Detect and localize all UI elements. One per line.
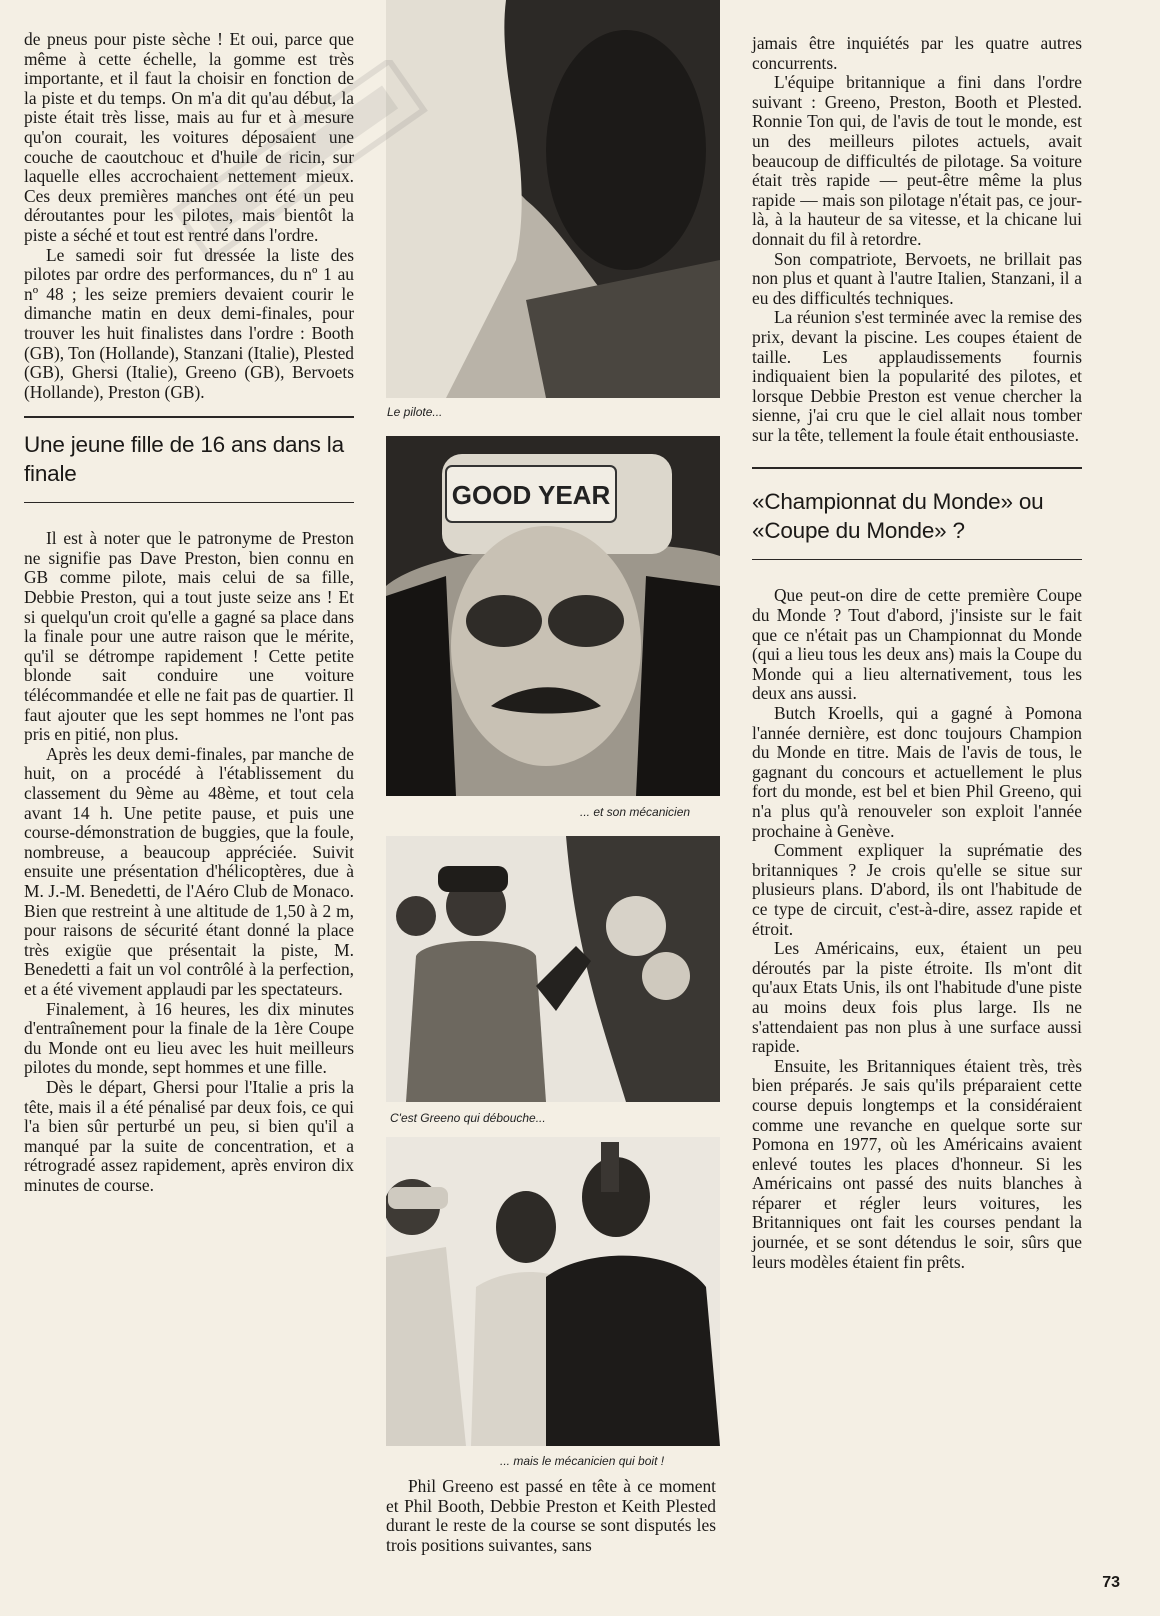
section-divider <box>752 467 1082 469</box>
goodyear-cap-logo: GOOD YEAR <box>451 480 611 510</box>
photo-mechanic-drinks <box>386 1137 720 1446</box>
photo-caption: C'est Greeno qui débouche... <box>390 1111 546 1125</box>
paragraph: Ensuite, les Britanniques étaient très, très bien préparés. Je sais qu'ils préparaient cette course depuis longtemps et la considéraient comme une revanche en quelque sorte sur Pomona en 1977, où les Américains avaient enlevé toutes les places d'honneur. Si les Américains ont passé des nuits blanches à réparer et régler leurs voitures, les Britanniques ont fait les courses pendant la journée, et se sont détendus le soir, sûrs que leurs modèles étaient fin prêts. <box>752 1055 1082 1272</box>
paragraph: Son compatriote, Bervoets, ne brillait pas non plus et quant à l'autre Italien, Stanzani, il a eu des difficultés techniques. <box>752 248 1082 308</box>
page-number: 73 <box>1102 1574 1120 1591</box>
paragraph: Dès le départ, Ghersi pour l'Italie a pris la tête, mais il a été pénalisé par deux fois, ce qui l'a bien sûr perturbé un peu, si bien qu'il a manqué par la suite de concentration, et a rétrogradé assez rapidement, après environ dix minutes de course. <box>24 1076 354 1195</box>
column-3 <box>752 34 1082 1272</box>
paragraph: L'équipe britannique a fini dans l'ordre suivant : Greeno, Preston, Booth et Plested. Ronnie Ton qui, de l'avis de tout le monde, est un des meilleurs pilotes actuels, avait beaucoup de difficultés de pilotage. Sa voiture était très rapide — peut-être même la plus rapide — mais son pilotage n'était pas, ce jour-là, à la hauteur de sa vitesse, et la chicane lui donnait du fil à retordre. <box>752 72 1082 249</box>
paragraph: Il est à noter que le patronyme de Preston ne signifie pas Dave Preston, bien connu en GB comme pilote, mais celui de sa fille, Debbie Preston, qui a tout juste seize ans ! Et si quelqu'un croit qu'elle a gagné sa place dans la finale pour une autre raison que le mérite, qu'il se détrompe rapidement ! Cette petite blonde sait conduire une voiture télécommandée et elle ne fait pas de quartier. Il faut ajouter que les sept hommes ne l'ont pas pris en pitié, non plus. <box>24 528 354 745</box>
photo-greeno-champagne <box>386 836 720 1102</box>
photo-mechanic <box>386 436 720 796</box>
photo-caption: ... et son mécanicien <box>580 805 691 819</box>
paragraph: jamais être inquiétés par les quatre autres concurrents. <box>752 33 1082 73</box>
photo-caption: Le pilote... <box>387 405 443 419</box>
paragraph: Après les deux demi-finales, par manche de huit, on a procédé à l'établissement du classement du 9ème au 48ème, et tout cela avant 14 h. Une petite pause, et puis une course-démonstration de buggies, que la foule, nombreuse, a beaucoup appréciée. Suivit ensuite une présentation d'hélicoptères, due à M. J.-M. Benedetti, de l'Aéro Club de Monaco. Bien que restreint à une altitude de 1,50 à 2 m, pour raisons de sécurité étant donné la place très exigüe que présentait la piste, M. Benedetti a fait un vol contrôlé à la perfection, et a été vivement applaudi par les spectateurs. <box>24 743 354 999</box>
heading-divider <box>24 502 354 503</box>
column-2 <box>386 1477 716 1555</box>
photo-caption: ... mais le mécanicien qui boit ! <box>500 1454 665 1468</box>
paragraph: Le samedi soir fut dressée la liste des pilotes par ordre des performances, du nº 1 au nº 48 ; les seize premiers devaient courir le dimanche matin en deux demi-finales, pour trouver les huit finalistes dans l'ordre : Booth (GB), Ton (Hollande), Stanzani (Italie), Plested (GB), Ghersi (Italie), Greeno (GB), Bervoets (Hollande), Preston (GB). <box>24 244 354 402</box>
paragraph: Finalement, à 16 heures, les dix minutes d'entraînement pour la finale de la 1ère Coupe du Monde ont eu lieu avec les huit meilleurs pilotes du monde, sept hommes et une fille. <box>24 998 354 1078</box>
paragraph: Les Américains, eux, étaient un peu déroutés par la piste étroite. Ils m'ont dit qu'aux Etats Unis, ils ont l'habitude d'une piste au moins deux fois plus large. Ils ne s'attendaient pas non plus à une surface aussi rapide. <box>752 938 1082 1057</box>
paragraph: Butch Kroells, qui a gagné à Pomona l'année dernière, est donc toujours Champion du Monde en titre. Mais de l'avis de tous, le gagnant du concours et actuellement le plus fort du monde, est bel et bien Phil Greeno, qui n'a plus qu'à renouveler son exploit l'année prochaine à Genève. <box>752 703 1082 841</box>
heading-divider <box>752 559 1082 560</box>
section-divider <box>24 416 354 418</box>
paragraph: Comment expliquer la suprématie des britanniques ? Je crois qu'elle se situe sur plusieurs plans. D'abord, ils ont l'habitude de ce type de circuit, c'est-à-dire, assez rapide et étroit. <box>752 840 1082 939</box>
paragraph: Que peut-on dire de cette première Coupe du Monde ? Tout d'abord, j'insiste sur le fait que ce n'était pas un Championnat du Monde (qui a lieu tous les deux ans) mais la Coupe du Monde qui a lieu alternativement, tous les deux ans aussi. <box>752 585 1082 704</box>
paragraph: Phil Greeno est passé en tête à ce moment et Phil Booth, Debbie Preston et Keith Plested durant le reste de la course se sont disputés les trois positions suivantes, sans <box>386 1476 716 1555</box>
section-heading: «Championnat du Monde» ou «Coupe du Monde» ? <box>752 489 1044 544</box>
paragraph: de pneus pour piste sèche ! Et oui, parce que même à cette échelle, la gomme est très importante, et il faut la choisir en fonction de la piste et du temps. On m'a dit qu'au début, la piste était très lisse, mais au fur et à mesure qu'on courait, les voitures déposaient une couche de caoutchouc et d'huile de ricin, sur laquelle elles accrochaient nettement mieux. Ces deux premières manches ont été un peu déroutantes pour les pilotes, mais bientôt la piste a séché et tout est rentré dans l'ordre. <box>24 29 354 245</box>
column-1 <box>24 30 354 1195</box>
paragraph: La réunion s'est terminée avec la remise des prix, devant la piscine. Les coupes étaient de taille. Les applaudissements fournis indiquaient bien la popularité des pilotes, et lorsque Debbie Preston est venue chercher la sienne, j'ai cru que le ciel allait nous tomber sur la tête, tellement la foule était enthousiaste. <box>752 307 1082 445</box>
photo-pilot <box>386 0 720 398</box>
section-heading: Une jeune fille de 16 ans dans la finale <box>24 432 344 487</box>
